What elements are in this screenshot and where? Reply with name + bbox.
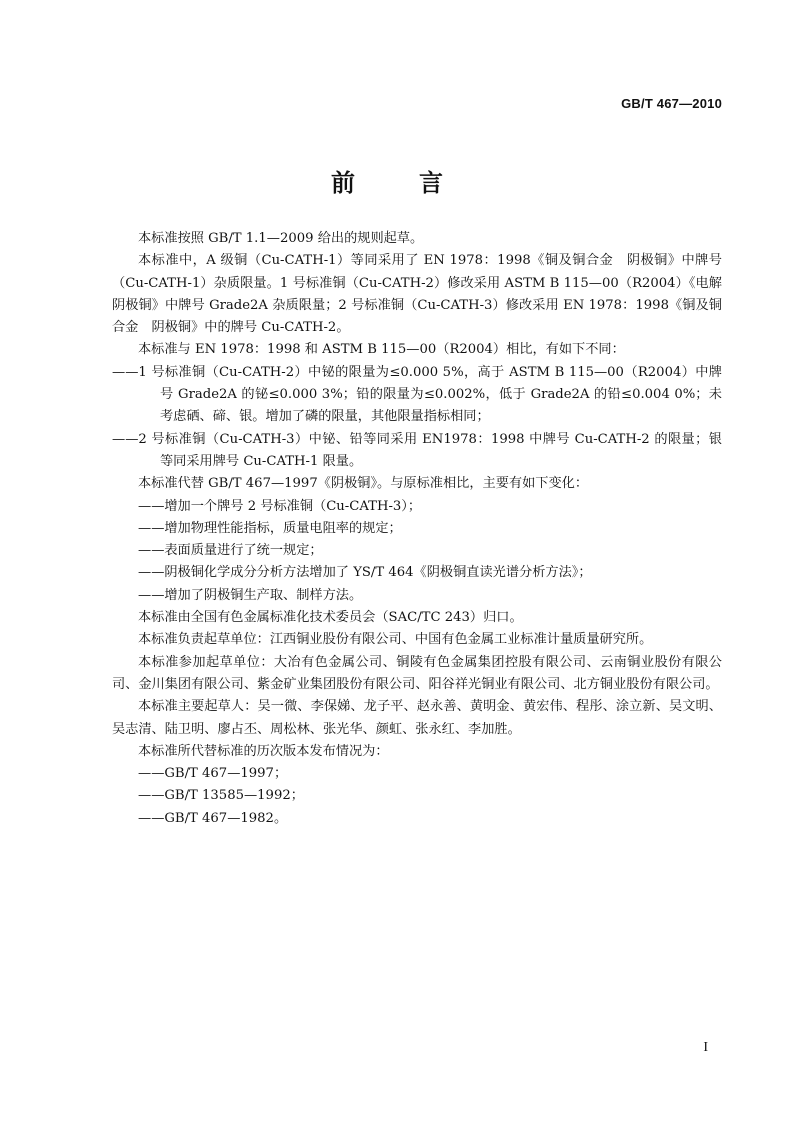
history-item-2: ——GB/T 13585—1992； [138,788,304,804]
paragraph-drafting-rules: 本标准按照 GB/T 1.1—2009 给出的规则起草。 [138,231,424,246]
standard-code: GB/T 467—2010 [621,96,722,111]
page-title: 前 言 [331,169,463,197]
history-item-1: ——GB/T 467—1997； [138,766,288,782]
history-item-3: ——GB/T 467—1982。 [138,810,288,826]
paragraph-committee: 本标准由全国有色金属标准化技术委员会（SAC/TC 243）归口。 [138,610,523,626]
difference-item-2: ——2 号标准铜（Cu-CATH-3）中铋、铅等同采用 EN1978：1998 中牌号 Cu-CATH-2 的限量；银等同采用牌号 Cu-CATH-1 限量。 [112,431,722,469]
change-item-4: ——阴极铜化学成分分析方法增加了 YS/T 464《阴极铜直读光谱分析方法》； [138,565,592,581]
paragraph-history: 本标准所代替标准的历次版本发布情况为： [138,743,389,759]
document-body [112,228,722,830]
paragraph-adoption: 本标准中，A 级铜（Cu-CATH-1）等同采用了 EN 1978：1998《铜及铜合金 阴极铜》中牌号（Cu-CATH-1）杂质限量。1 号标准铜（Cu-CATH-2）修改采用 ASTM B 115—00（R2004）《电解阴极铜》中牌号 Grade2A 杂质限量；2 号标准铜（Cu-CATH-3）修改采用 EN 1978：1998《铜及铜合金 阴极铜》中的牌号 Cu-CATH-2。 [112,253,722,336]
change-item-2: ——增加物理性能指标，质量电阻率的规定； [138,520,402,536]
change-item-5: ——增加了阴极铜生产取、制样方法。 [138,587,363,603]
paragraph-participants: 本标准参加起草单位：大冶有色金属公司、铜陵有色金属集团控股有限公司、云南铜业股份有限公司、金川集团有限公司、紫金矿业集团股份有限公司、阳谷祥光铜业有限公司、北方铜业股份有限公司。 [112,654,722,692]
page-number: I [703,1040,708,1055]
paragraph-lead-drafter: 本标准负责起草单位：江西铜业股份有限公司、中国有色金属工业标准计量质量研究所。 [138,632,653,648]
paragraph-replacement: 本标准代替 GB/T 467—1997《阴极铜》。与原标准相比，主要有如下变化： [138,476,589,492]
paragraph-drafters: 本标准主要起草人：吴一微、李保娣、龙子平、赵永善、黄明金、黄宏伟、程彤、涂立新、吴文明、吴志清、陆卫明、廖占丕、周松林、张光华、颜虹、张永红、李加胜。 [112,699,722,737]
paragraph-differences: 本标准与 EN 1978：1998 和 ASTM B 115—00（R2004）相比，有如下不同： [138,342,625,358]
difference-item-1: ——1 号标准铜（Cu-CATH-2）中铋的限量为≤0.000 5%，高于 ASTM B 115—00（R2004）中牌号 Grade2A 的铋≤0.000 3%；铅的限量为≤0.002%，低于 Grade2A 的铅≤0.004 0%；未考虑硒、碲、银。增加了磷的限量，其他限量指标相同； [112,364,722,425]
change-item-3: ——表面质量进行了统一规定； [138,543,323,559]
change-item-1: ——增加一个牌号 2 号标准铜（Cu-CATH-3）； [138,498,422,514]
